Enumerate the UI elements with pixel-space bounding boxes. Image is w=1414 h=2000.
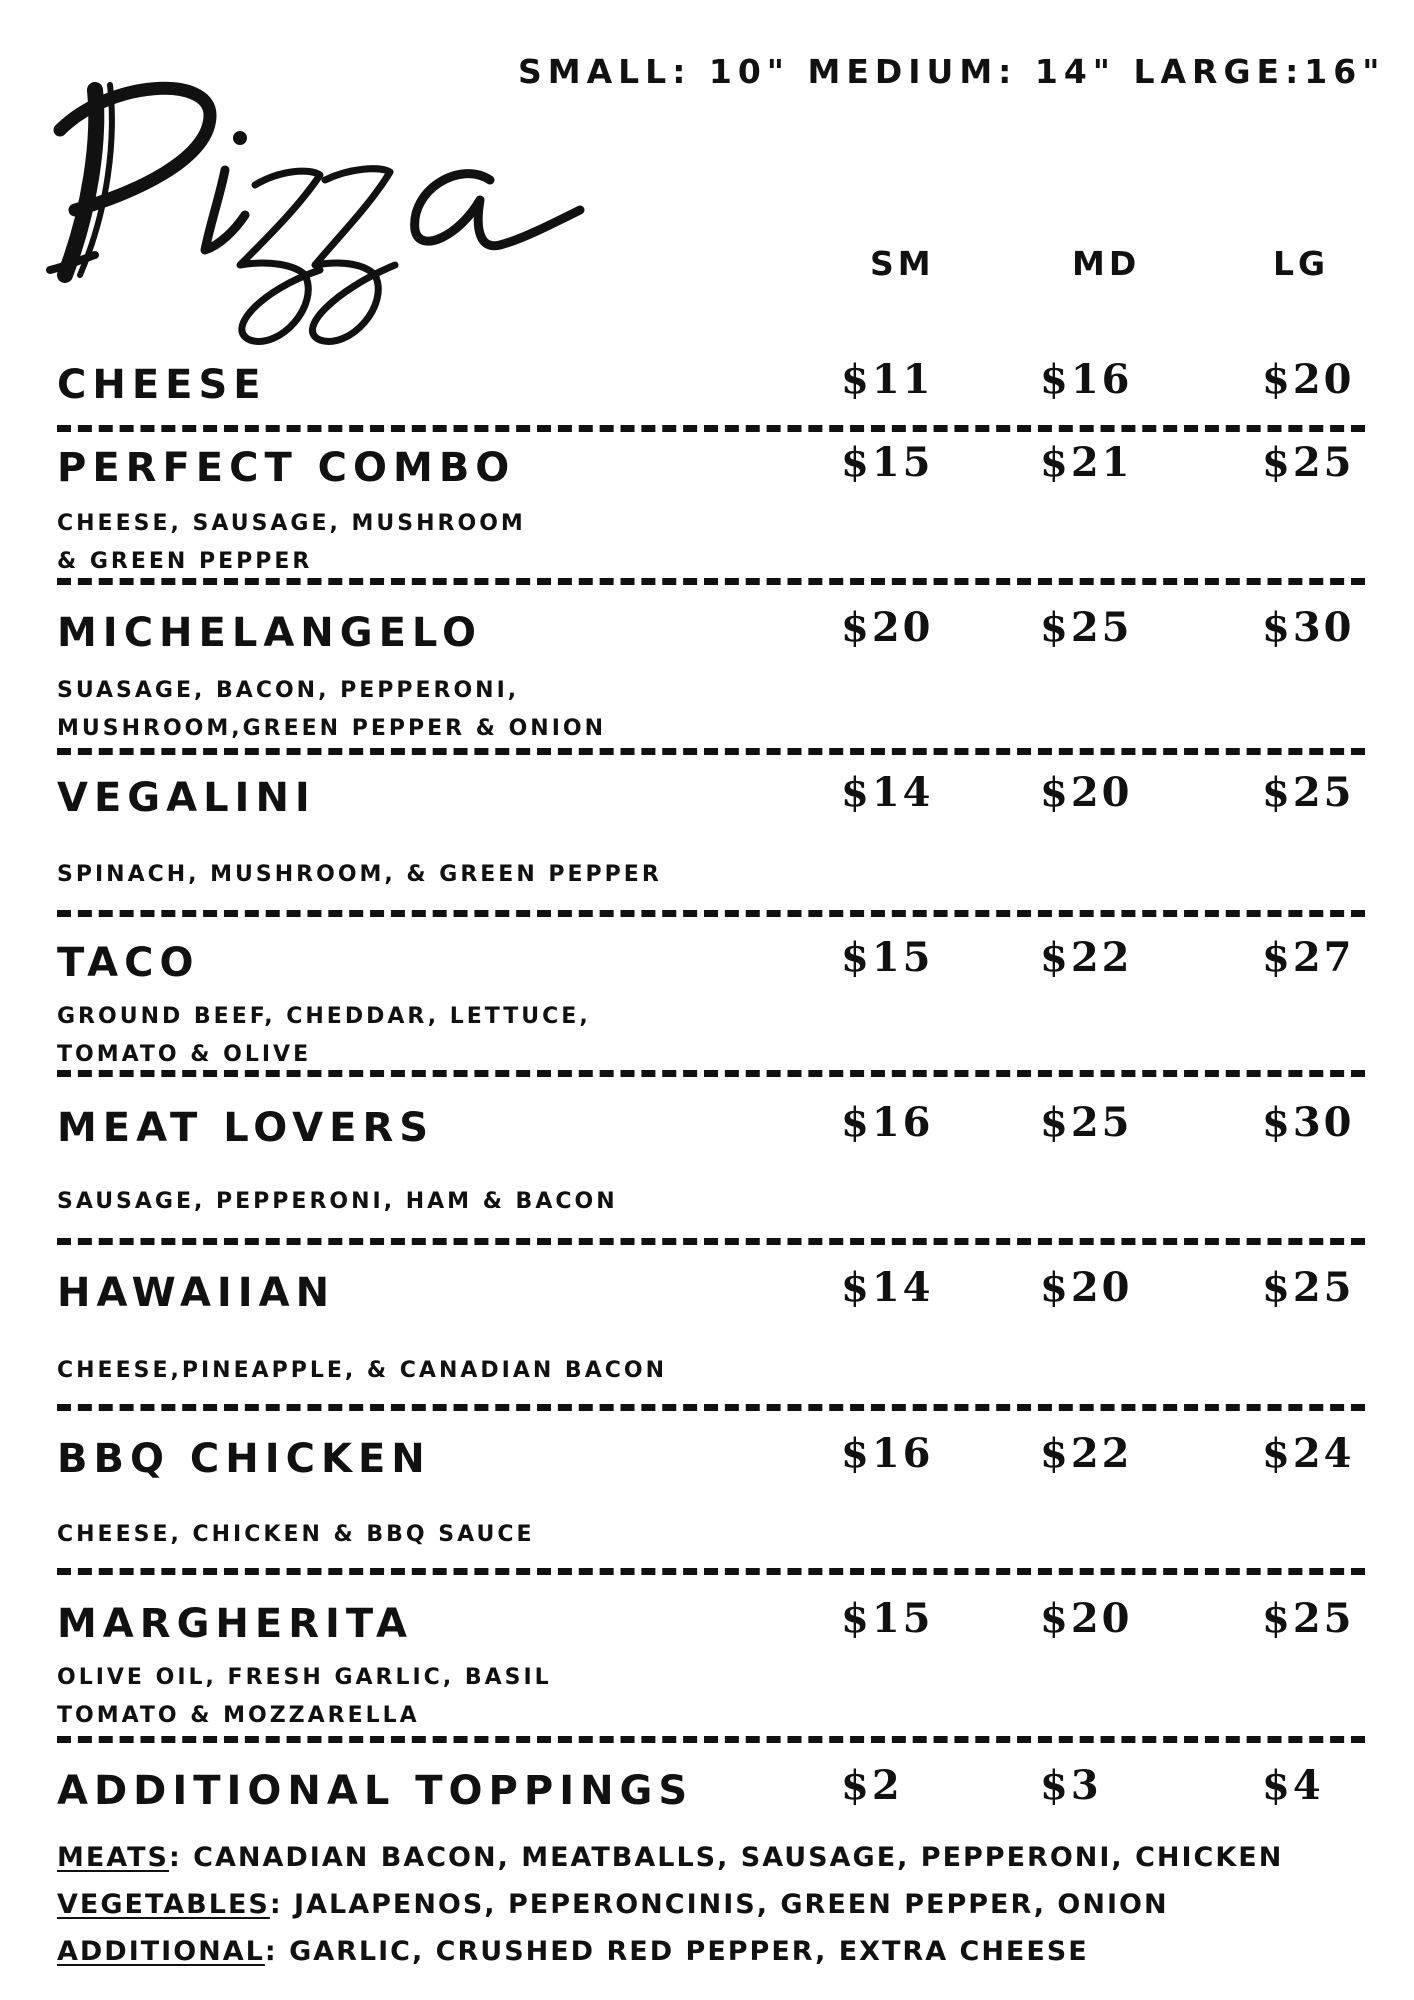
dashed-divider bbox=[57, 1404, 1365, 1411]
price-large: $4 bbox=[1262, 1762, 1324, 1809]
dashed-divider bbox=[57, 1736, 1365, 1743]
item-name: PERFECT COMBO bbox=[57, 445, 516, 491]
item-description: CHEESE,PINEAPPLE, & CANADIAN BACON bbox=[57, 1358, 667, 1383]
column-header-lg: LG bbox=[1273, 244, 1330, 283]
item-name: ADDITIONAL TOPPINGS bbox=[57, 1768, 694, 1814]
toppings-list bbox=[57, 1834, 1357, 1975]
item-name: CHEESE bbox=[57, 362, 267, 408]
price-medium: $25 bbox=[1040, 1099, 1133, 1146]
price-large: $25 bbox=[1262, 439, 1355, 486]
toppings-category-additional: ADDITIONAL bbox=[57, 1936, 265, 1967]
price-small: $14 bbox=[841, 1264, 934, 1311]
toppings-additional-list: : GARLIC, CRUSHED RED PEPPER, EXTRA CHEESE bbox=[264, 1936, 1089, 1967]
toppings-vegetables-row bbox=[57, 1881, 1357, 1928]
item-description: CHEESE, CHICKEN & BBQ SAUCE bbox=[57, 1522, 535, 1547]
price-medium: $20 bbox=[1040, 769, 1133, 816]
item-description: SUASAGE, BACON, PEPPERONI, MUSHROOM,GREEN PEPPER & ONION bbox=[57, 678, 607, 741]
price-large: $20 bbox=[1262, 356, 1355, 403]
dashed-divider bbox=[57, 1238, 1365, 1245]
price-small: $15 bbox=[841, 1595, 934, 1642]
price-medium: $25 bbox=[1040, 604, 1133, 651]
item-description: SAUSAGE, PEPPERONI, HAM & BACON bbox=[57, 1189, 618, 1214]
dashed-divider bbox=[57, 578, 1365, 585]
dashed-divider bbox=[57, 748, 1365, 755]
dashed-divider bbox=[57, 425, 1365, 432]
price-medium: $22 bbox=[1040, 934, 1133, 981]
item-description: OLIVE OIL, FRESH GARLIC, BASIL TOMATO & MOZZARELLA bbox=[57, 1665, 552, 1728]
price-medium: $21 bbox=[1040, 439, 1133, 486]
item-description: SPINACH, MUSHROOM, & GREEN PEPPER bbox=[57, 862, 662, 887]
price-medium: $16 bbox=[1040, 356, 1133, 403]
price-small: $14 bbox=[841, 769, 934, 816]
price-small: $15 bbox=[841, 439, 934, 486]
price-medium: $3 bbox=[1040, 1762, 1102, 1809]
pizza-script-title bbox=[20, 20, 600, 360]
toppings-meats-list: : CANADIAN BACON, MEATBALLS, SAUSAGE, PEPPERONI, CHICKEN bbox=[168, 1842, 1284, 1873]
item-name: MEAT LOVERS bbox=[57, 1105, 435, 1151]
column-header-sm: SM bbox=[870, 244, 935, 283]
dashed-divider bbox=[57, 1568, 1365, 1575]
item-name: BBQ CHICKEN bbox=[57, 1436, 431, 1482]
price-small: $11 bbox=[841, 356, 934, 403]
price-large: $30 bbox=[1262, 604, 1355, 651]
toppings-category-vegetables: VEGETABLES bbox=[57, 1889, 270, 1920]
item-name: VEGALINI bbox=[57, 775, 316, 821]
item-name: MARGHERITA bbox=[57, 1601, 414, 1647]
price-small: $15 bbox=[841, 934, 934, 981]
price-medium: $22 bbox=[1040, 1430, 1133, 1477]
price-large: $25 bbox=[1262, 1264, 1355, 1311]
size-legend: SMALL: 10" MEDIUM: 14" LARGE:16" bbox=[518, 52, 1386, 91]
toppings-category-meats: MEATS bbox=[57, 1842, 169, 1873]
price-medium: $20 bbox=[1040, 1264, 1133, 1311]
price-large: $27 bbox=[1262, 934, 1355, 981]
price-large: $30 bbox=[1262, 1099, 1355, 1146]
toppings-meats-row bbox=[57, 1834, 1357, 1881]
pizza-title-text bbox=[60, 60, 63, 61]
item-name: TACO bbox=[57, 940, 200, 986]
price-large: $24 bbox=[1262, 1430, 1355, 1477]
column-header-md: MD bbox=[1072, 244, 1141, 283]
price-small: $16 bbox=[841, 1099, 934, 1146]
price-large: $25 bbox=[1262, 769, 1355, 816]
price-medium: $20 bbox=[1040, 1595, 1133, 1642]
toppings-vegetables-list: : JALAPENOS, PEPERONCINIS, GREEN PEPPER, ONION bbox=[269, 1889, 1169, 1920]
item-name: HAWAIIAN bbox=[57, 1270, 336, 1316]
price-small: $16 bbox=[841, 1430, 934, 1477]
toppings-additional-row bbox=[57, 1928, 1357, 1975]
item-name: MICHELANGELO bbox=[57, 610, 482, 656]
dashed-divider bbox=[57, 1070, 1365, 1077]
price-small: $2 bbox=[841, 1762, 903, 1809]
price-large: $25 bbox=[1262, 1595, 1355, 1642]
dashed-divider bbox=[57, 910, 1365, 917]
price-small: $20 bbox=[841, 604, 934, 651]
item-description: GROUND BEEF, CHEDDAR, LETTUCE, TOMATO & OLIVE bbox=[57, 1004, 591, 1067]
item-description: CHEESE, SAUSAGE, MUSHROOM & GREEN PEPPER bbox=[57, 511, 526, 574]
